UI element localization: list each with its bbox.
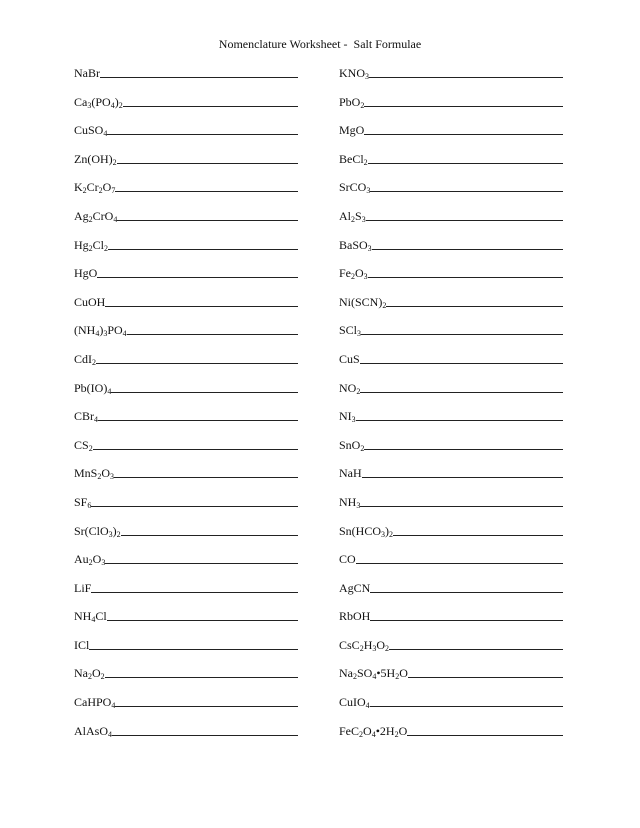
formula-row (339, 180, 571, 209)
answer-blank[interactable] (389, 638, 563, 650)
formula-label: NaBr (74, 66, 100, 80)
answer-blank[interactable] (356, 552, 563, 564)
formula-row (74, 323, 306, 352)
answer-blank[interactable] (105, 295, 298, 307)
answer-blank[interactable] (108, 238, 298, 250)
formula-label: $Ca_3(PO_4)_2$ (74, 94, 123, 110)
formula-label: $KNO_3$ (339, 66, 369, 81)
answer-blank[interactable] (121, 524, 298, 536)
answer-blank[interactable] (89, 638, 298, 650)
answer-blank[interactable] (368, 152, 563, 164)
answer-blank[interactable] (364, 438, 563, 450)
formula-row (339, 609, 571, 638)
formula-label: ICl (74, 637, 90, 652)
answer-blank[interactable] (93, 438, 298, 450)
formula-label: BaSO$_3$ (339, 237, 372, 253)
formula-row (74, 552, 306, 581)
answer-blank[interactable] (364, 123, 563, 135)
answer-blank[interactable] (107, 123, 298, 135)
answer-blank[interactable] (370, 609, 563, 621)
formula-row (74, 95, 306, 124)
formula-row (74, 609, 306, 638)
formula-label: RbOH (339, 609, 371, 624)
formula-row (74, 666, 306, 695)
formula-row (339, 666, 571, 695)
formula-label: $NI_3$ (339, 409, 356, 425)
answer-blank[interactable] (360, 381, 563, 393)
answer-blank[interactable] (112, 724, 298, 736)
formula-label: $Ag_2CrO_4$ (74, 208, 118, 224)
formula-row (339, 724, 571, 753)
formula-row (339, 552, 571, 581)
formula-row (339, 266, 571, 295)
formula-row (339, 581, 571, 610)
answer-blank[interactable] (366, 209, 563, 221)
formula-label: HgO (74, 266, 98, 281)
formula-row (74, 638, 306, 667)
answer-blank[interactable] (91, 495, 298, 507)
formula-row (74, 180, 306, 209)
formula-row (339, 66, 571, 95)
formula-label: CdI$_2$ (74, 351, 96, 367)
formula-row (74, 466, 306, 495)
formula-row (74, 381, 306, 410)
formula-label: $Na_2SO_4•5H_2O$ (339, 666, 408, 682)
answer-blank[interactable] (369, 66, 563, 78)
formula-label: NaH (339, 466, 362, 481)
formula-label: CuOH (74, 294, 106, 309)
formula-label: $NO_2$ (339, 380, 361, 396)
formula-label: $Au_2O_3$ (74, 552, 106, 568)
formula-label: PbO$_2$ (339, 94, 365, 110)
formula-label: $Hg_2Cl_2$ (74, 237, 109, 253)
answer-blank[interactable] (364, 95, 563, 107)
formula-row (339, 323, 571, 352)
formula-row (74, 295, 306, 324)
answer-blank[interactable] (97, 266, 298, 278)
formula-row (339, 466, 571, 495)
formula-row (339, 409, 571, 438)
formula-row (339, 438, 571, 467)
formula-row (339, 352, 571, 381)
formula-row (74, 495, 306, 524)
formula-label: $SF_6$ (74, 494, 92, 510)
formula-label: CuS (339, 351, 360, 366)
formula-row (339, 295, 571, 324)
answer-blank[interactable] (360, 495, 563, 507)
formula-row (74, 238, 306, 267)
formula-row (339, 123, 571, 152)
page-title: Nomenclature Worksheet - Salt Formulae (218, 37, 422, 51)
formula-row (74, 695, 306, 724)
formula-label: SrCO$_3$ (339, 180, 371, 196)
answer-blank[interactable] (370, 180, 563, 192)
answer-blank[interactable] (370, 695, 563, 707)
answer-blank[interactable] (98, 409, 298, 421)
formula-row (74, 209, 306, 238)
formula-label: $FeC_2O_4•2H_2O$ (339, 723, 408, 739)
answer-blank[interactable] (408, 666, 563, 678)
right-formula-column (339, 66, 571, 752)
answer-blank[interactable] (360, 352, 563, 364)
formula-label: CaHPO$_4$ (74, 695, 116, 711)
formula-label: $(NH_4)_3PO_4$ (74, 323, 127, 339)
left-formula-column (74, 66, 306, 752)
formula-label: $NH_3$ (339, 494, 361, 510)
formula-row (339, 381, 571, 410)
formula-row (74, 524, 306, 553)
formula-row (339, 695, 571, 724)
formula-row (339, 209, 571, 238)
formula-row (74, 266, 306, 295)
formula-label: AgCN (339, 580, 371, 595)
formula-label: AlAsO$_4$ (74, 723, 113, 739)
answer-blank[interactable] (105, 552, 298, 564)
formula-row (339, 524, 571, 553)
answer-blank[interactable] (117, 209, 298, 221)
formula-label: $Pb(IO)_4$ (74, 380, 112, 396)
answer-blank[interactable] (370, 581, 563, 593)
formula-row (74, 66, 306, 95)
formula-row (339, 495, 571, 524)
formula-row (74, 581, 306, 610)
answer-blank[interactable] (356, 409, 563, 421)
answer-blank[interactable] (368, 266, 563, 278)
formula-label: $CS_2$ (74, 437, 93, 453)
answer-blank[interactable] (91, 581, 298, 593)
formula-row (339, 238, 571, 267)
formula-label: LiF (74, 580, 92, 595)
answer-blank[interactable] (362, 466, 563, 478)
formula-label: $Sr(ClO_3)_2$ (74, 523, 121, 539)
formula-row (339, 638, 571, 667)
formula-label: SCl$_3$ (339, 323, 362, 339)
formula-label: CBr$_4$ (74, 409, 99, 425)
answer-blank[interactable] (117, 152, 298, 164)
answer-blank[interactable] (407, 724, 563, 736)
formula-row (74, 123, 306, 152)
formula-row (339, 152, 571, 181)
answer-blank[interactable] (123, 95, 298, 107)
formula-row (74, 352, 306, 381)
answer-blank[interactable] (100, 66, 298, 78)
formula-row (74, 152, 306, 181)
formula-label: $Zn(OH)_2$ (74, 151, 117, 167)
formula-label: $Sn(HCO_3)_2$ (339, 523, 394, 539)
formula-row (74, 438, 306, 467)
formula-row (74, 724, 306, 753)
formula-label: $Ni(SCN)_2$ (339, 294, 387, 310)
formula-label: $NH_4Cl$ (74, 609, 107, 625)
formula-label: $MnS_2O_3$ (74, 466, 115, 482)
formula-label: CuIO$_4$ (339, 695, 370, 711)
formula-label: BeCl$_2$ (339, 151, 368, 167)
answer-blank[interactable] (107, 609, 298, 621)
answer-blank[interactable] (386, 295, 563, 307)
formula-label: SnO$_2$ (339, 437, 365, 453)
formula-label: CuSO$_4$ (74, 123, 108, 139)
answer-blank[interactable] (361, 323, 563, 335)
answer-blank[interactable] (127, 323, 298, 335)
answer-blank[interactable] (105, 666, 298, 678)
formula-label: $Fe_2O_3$ (339, 266, 368, 282)
answer-blank[interactable] (114, 466, 298, 478)
answer-blank[interactable] (115, 695, 298, 707)
answer-blank[interactable] (372, 238, 563, 250)
answer-blank[interactable] (393, 524, 563, 536)
answer-blank[interactable] (115, 180, 298, 192)
formula-row (339, 95, 571, 124)
formula-label: $CsC_2H_3O_2$ (339, 637, 390, 653)
formula-label: $K_2Cr_2O_7$ (74, 180, 116, 196)
formula-row (74, 409, 306, 438)
formula-label: $Na_2O_2$ (74, 666, 105, 682)
formula-label: $Al_2S_3$ (339, 208, 366, 224)
answer-blank[interactable] (111, 381, 298, 393)
answer-blank[interactable] (96, 352, 298, 364)
formula-label: MgO (339, 123, 365, 138)
formula-label: CO (339, 552, 356, 567)
